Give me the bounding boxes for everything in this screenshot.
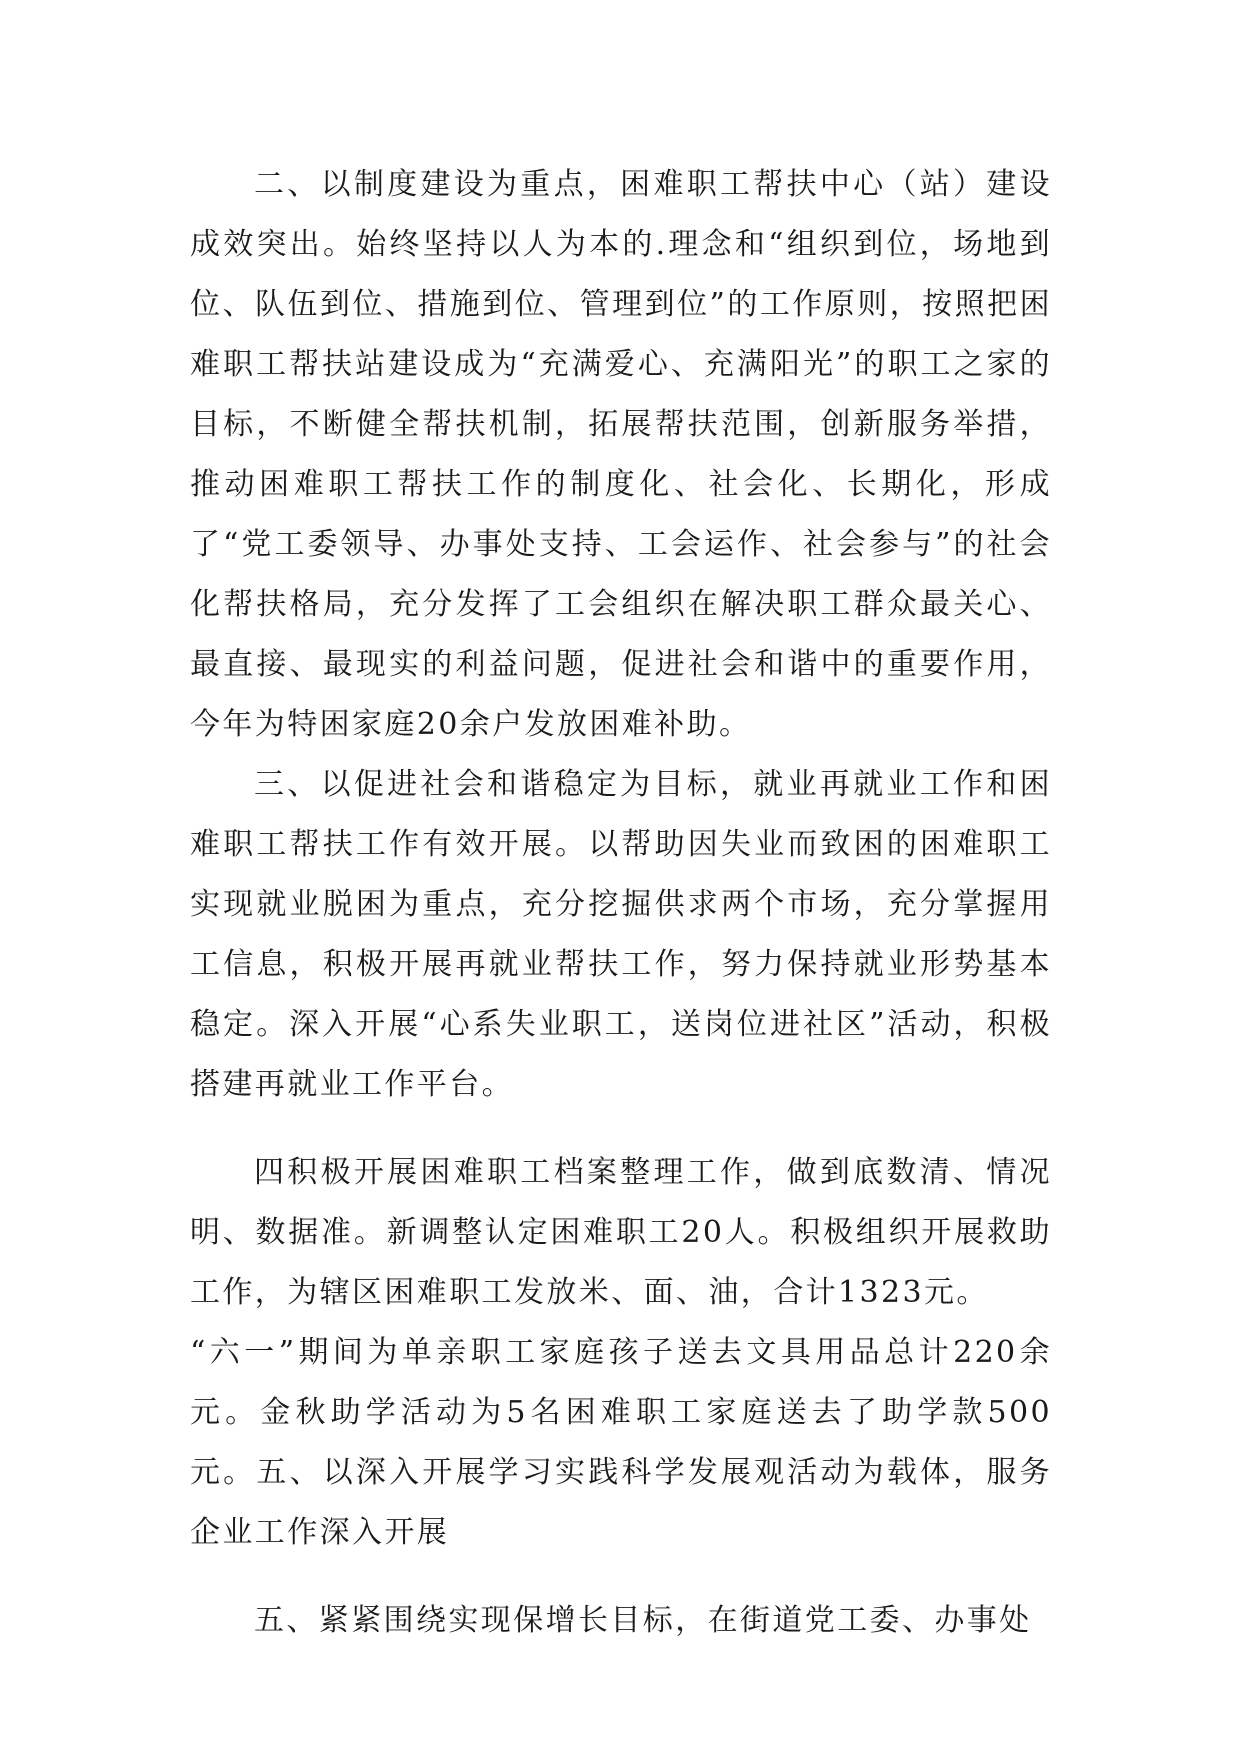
paragraph-archives: 四积极开展困难职工档案整理工作，做到底数清、情况明、数据准。新调整认定困难职工20人。积极组织开展救助工作，为辖区困难职工发放米、面、油，合计1323元。 [190, 1155, 1052, 1310]
paragraph-employment: 三、以促进社会和谐稳定为目标，就业再就业工作和困难职工帮扶工作有效开展。以帮助因失业而致困的困难职工实现就业脱困为重点，充分挖掘供求两个市场，充分掌握用工信息，积极开展再就业帮扶工作，努力保持就业形势基本稳定。深入开展“心系失业职工，送岗位进社区”活动，积极搭建再就业工作平台。 [190, 767, 1052, 1102]
paragraph-childrens-day: “六一”期间为单亲职工家庭孩子送去文具用品总计220余元。金秋助学活动为5名困难职工家庭送去了助学款500元。五、以深入开展学习实践科学发展观活动为载体，服务企业工作深入开展 [190, 1335, 1052, 1550]
paragraph-growth-target: 五、紧紧围绕实现保增长目标，在街道党工委、办事处 [254, 1603, 1032, 1638]
paragraph-institution-building: 二、以制度建设为重点，困难职工帮扶中心（站）建设成效突出。始终坚持以人为本的.理念和“组织到位，场地到位、队伍到位、措施到位、管理到位”的工作原则，按照把困难职工帮扶站建设成为“充满爱心、充满阳光”的职工之家的目标，不断健全帮扶机制，拓展帮扶范围，创新服务举措，推动困难职工帮扶工作的制度化、社会化、长期化，形成了“党工委领导、办事处支持、工会运作、社会参与”的社会化帮扶格局，充分发挥了工会组织在解决职工群众最关心、最直接、最现实的利益问题，促进社会和谐中的重要作用，今年为特困家庭20余户发放困难补助。 [190, 167, 1052, 742]
document-page [190, 155, 1052, 1651]
